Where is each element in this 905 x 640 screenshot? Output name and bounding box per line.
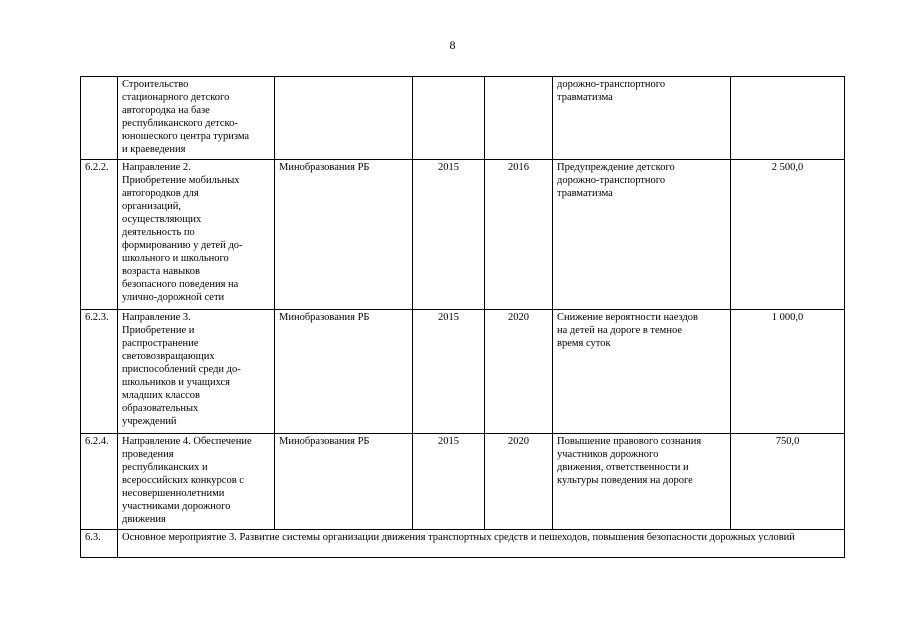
table-row xyxy=(81,310,845,434)
end-year xyxy=(485,77,553,160)
main-measure-title: Основное мероприятие 3. Развитие системы организации движения транспортных средств и пешеходов, повышения безопасности дорожных условий xyxy=(118,530,845,558)
expected-result: Снижение вероятности наездов на детей на дороге в темное время суток xyxy=(553,310,731,434)
end-year: 2016 xyxy=(485,160,553,310)
funding-amount: 2 500,0 xyxy=(731,160,845,310)
end-year: 2020 xyxy=(485,434,553,530)
start-year: 2015 xyxy=(413,434,485,530)
executor xyxy=(275,77,413,160)
page-number: 8 xyxy=(449,38,456,52)
row-number: 6.2.4. xyxy=(81,434,118,530)
table-row xyxy=(81,434,845,530)
executor: Минобразования РБ xyxy=(275,160,413,310)
executor: Минобразования РБ xyxy=(275,310,413,434)
measure-name: Направление 2. Приобретение мобильных автогородков для организаций, осуществляющих деятельность по формированию у детей до- школьного и школьного возраста навыков безопасного поведения на улично-дорожной сети xyxy=(118,160,275,310)
funding-amount: 1 000,0 xyxy=(731,310,845,434)
start-year xyxy=(413,77,485,160)
executor: Минобразования РБ xyxy=(275,434,413,530)
table-row xyxy=(81,77,845,160)
table-row xyxy=(81,530,845,558)
expected-result: Предупреждение детского дорожно-транспортного травматизма xyxy=(553,160,731,310)
program-table xyxy=(80,76,845,558)
table-row xyxy=(81,160,845,310)
start-year: 2015 xyxy=(413,310,485,434)
start-year: 2015 xyxy=(413,160,485,310)
end-year: 2020 xyxy=(485,310,553,434)
funding-amount: 750,0 xyxy=(731,434,845,530)
row-number: 6.2.3. xyxy=(81,310,118,434)
row-number xyxy=(81,77,118,160)
expected-result: Повышение правового сознания участников дорожного движения, ответственности и культуры поведения на дороге xyxy=(553,434,731,530)
measure-name: Строительство стационарного детского автогородка на базе республиканского детско- юношеского центра туризма и краеведения xyxy=(118,77,275,160)
funding-amount xyxy=(731,77,845,160)
expected-result: дорожно-транспортного травматизма xyxy=(553,77,731,160)
measure-name: Направление 4. Обеспечение проведения республиканских и всероссийских конкурсов с несовершеннолетними участниками дорожного движения xyxy=(118,434,275,530)
row-number: 6.3. xyxy=(81,530,118,558)
row-number: 6.2.2. xyxy=(81,160,118,310)
measure-name: Направление 3. Приобретение и распространение световозвращающих приспособлений среди до- школьников и учащихся младших классов образовательных учреждений xyxy=(118,310,275,434)
